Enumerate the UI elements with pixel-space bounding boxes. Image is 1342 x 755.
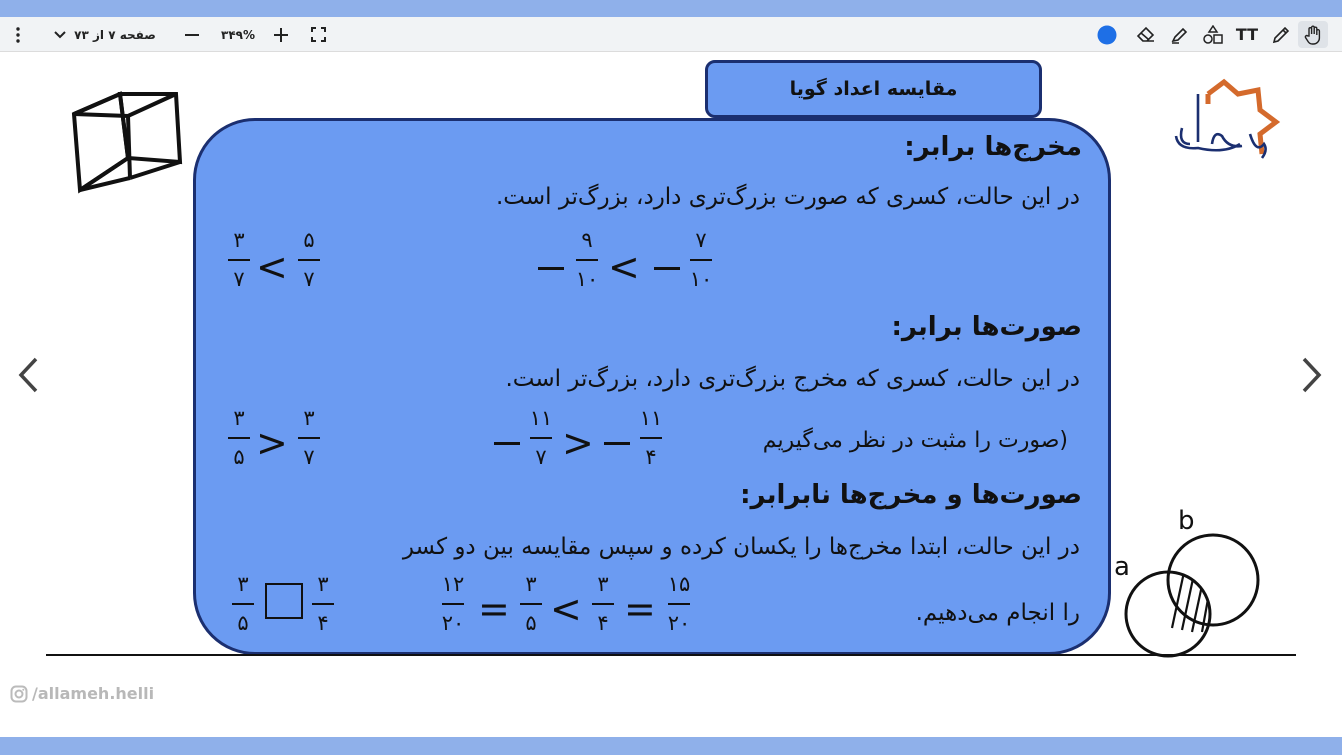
less-than-sign: < (550, 587, 582, 631)
shapes-button[interactable] (1202, 17, 1224, 52)
fraction: ۱۵ ۲۰ (667, 572, 691, 635)
heading-unequal: صورت‌ها و مخرج‌ها نابرابر: (740, 480, 1082, 510)
comparison-blank-box (265, 583, 303, 619)
text-equal-numerators: در این حالت، کسری که مخرج بزرگ‌تری دارد، بزرگ‌تر است. (505, 366, 1080, 392)
pen-icon (1272, 26, 1290, 44)
color-picker-button[interactable] (1096, 17, 1118, 52)
fullscreen-icon (311, 27, 326, 42)
minus-sign (538, 267, 564, 270)
zoom-out-button[interactable] (182, 17, 202, 52)
bottom-frame-band (0, 737, 1342, 755)
text-equal-denominators: در این حالت، کسری که صورت بزرگ‌تری دارد، بزرگ‌تر است. (495, 184, 1080, 210)
allameh-helli-logo-icon (1168, 74, 1283, 166)
zoom-in-button[interactable] (271, 17, 291, 52)
equals-sign: = (624, 587, 656, 631)
fraction: ۱۱ ۴ (639, 406, 663, 469)
minus-sign (604, 442, 630, 445)
viewer-toolbar (0, 17, 1342, 52)
plus-icon (274, 28, 288, 42)
hand-icon (1304, 25, 1322, 45)
watermark (10, 684, 154, 703)
fraction: ۳ ۴ (588, 574, 618, 634)
fraction: ۷ ۱۰ (689, 228, 713, 291)
slide-title: مقایسه اعداد گویا (705, 60, 1042, 118)
greater-than-sign: > (562, 421, 594, 465)
fraction: ۱۲ ۲۰ (441, 572, 465, 635)
less-than-sign: < (608, 245, 640, 289)
color-dot-icon (1097, 25, 1117, 45)
text-size-icon[interactable]: TT (1235, 25, 1259, 44)
chevron-down-icon (54, 31, 66, 39)
fraction: ۳ ۷ (294, 408, 324, 468)
watermark-text: /allameh.helli (32, 684, 155, 703)
slide-base-line (46, 654, 1296, 656)
fraction: ۱۱ ۷ (529, 406, 553, 469)
minus-sign (494, 442, 520, 445)
fraction: ۵ ۷ (294, 230, 324, 290)
instagram-icon (10, 685, 28, 703)
fraction: ۳ ۴ (308, 574, 338, 634)
less-than-sign: < (256, 245, 288, 289)
fraction: ۳ ۵ (224, 408, 254, 468)
page-indicator: صفحه ۷ از ۷۳ (74, 27, 156, 42)
top-frame-band (0, 0, 1342, 17)
cube-drawing (68, 86, 186, 196)
hand-tool-button[interactable] (1298, 21, 1328, 48)
more-vert-icon[interactable] (8, 17, 28, 52)
eraser-button[interactable] (1134, 17, 1156, 52)
note-positive-numerator: (صورت را مثبت در نظر می‌گیریم (762, 428, 1068, 453)
equals-sign: = (478, 587, 510, 631)
fraction: ۳ ۵ (516, 574, 546, 634)
minus-icon (185, 34, 199, 36)
chevron-left-icon[interactable] (16, 355, 40, 395)
shapes-icon (1203, 25, 1223, 44)
fraction: ۳ ۵ (228, 574, 258, 634)
heading-equal-numerators: صورت‌ها برابر: (891, 312, 1082, 342)
page-selector[interactable] (50, 17, 160, 52)
highlighter-icon (1170, 26, 1188, 44)
eraser-icon (1136, 26, 1155, 43)
zoom-level: ۳۴۹% (221, 27, 255, 42)
chevron-right-icon[interactable] (1300, 355, 1324, 395)
highlighter-button[interactable] (1168, 17, 1190, 52)
greater-than-sign: > (256, 421, 288, 465)
venn-label-a: a (1114, 552, 1130, 582)
text-unequal-continued: را انجام می‌دهیم. (915, 600, 1080, 626)
venn-label-b: b (1178, 506, 1195, 536)
minus-sign (654, 267, 680, 270)
fraction: ۳ ۷ (224, 230, 254, 290)
text-unequal: در این حالت، ابتدا مخرج‌ها را یکسان کرده و سپس مقایسه بین دو کسر (402, 534, 1080, 560)
pen-button[interactable] (1270, 17, 1292, 52)
heading-equal-denominators: مخرج‌ها برابر: (904, 132, 1082, 162)
fullscreen-button[interactable] (308, 17, 328, 52)
fraction: ۹ ۱۰ (575, 228, 599, 291)
